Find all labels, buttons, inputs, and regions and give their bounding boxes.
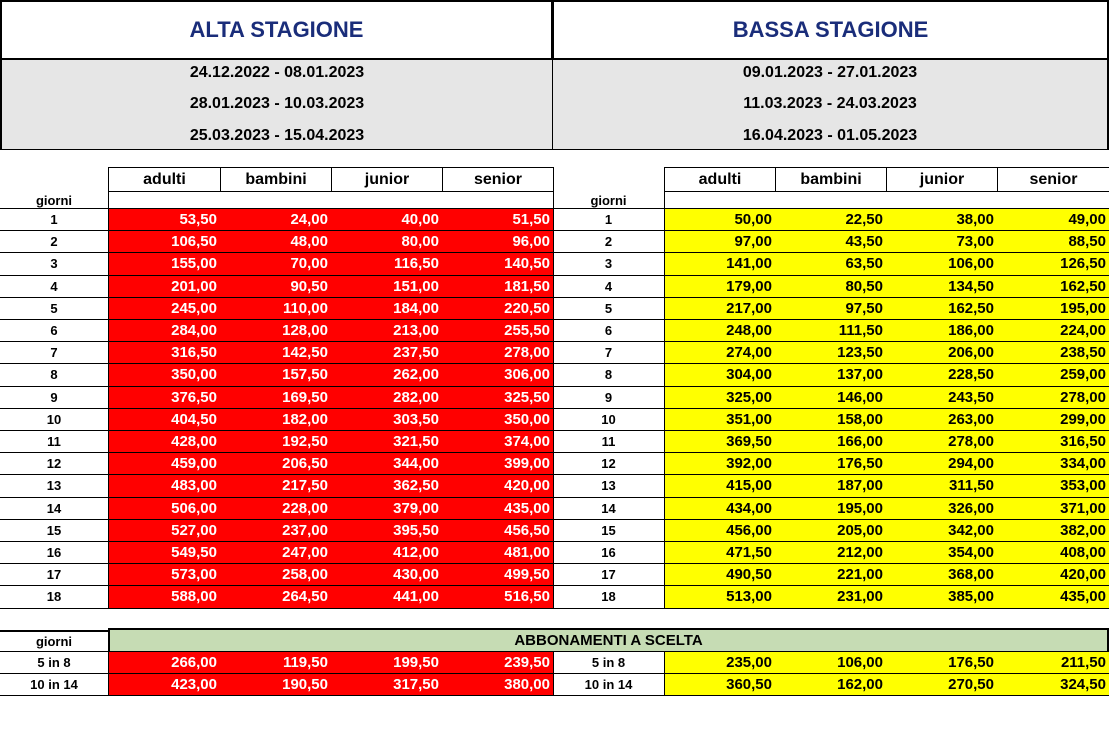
bassa-day-label: 10 (553, 409, 664, 431)
bassa-price-cell: 325,00 (664, 387, 776, 409)
bassa-price-cell: 368,00 (886, 564, 998, 586)
alta-price-cell: 284,00 (108, 320, 221, 342)
alta-day-label: 14 (0, 498, 108, 520)
bassa-price-cell: 353,00 (997, 475, 1109, 497)
bassa-day-label: 8 (553, 364, 664, 386)
bassa-blank-cell (997, 192, 1109, 209)
alta-abb-price-cell: 423,00 (108, 674, 221, 696)
bassa-giorni-label: giorni (553, 192, 664, 209)
bassa-day-label: 3 (553, 253, 664, 275)
bassa-price-cell: 88,50 (997, 231, 1109, 253)
bassa-day-label: 6 (553, 320, 664, 342)
alta-col-bambini: bambini (220, 167, 332, 192)
bassa-price-cell: 238,50 (997, 342, 1109, 364)
bassa-abb-price-cell: 235,00 (664, 652, 776, 674)
bassa-price-cell: 43,50 (775, 231, 887, 253)
alta-price-cell: 140,50 (442, 253, 554, 275)
bassa-price-cell: 179,00 (664, 276, 776, 298)
alta-price-cell: 258,00 (220, 564, 332, 586)
alta-price-cell: 213,00 (331, 320, 443, 342)
bassa-price-cell: 420,00 (997, 564, 1109, 586)
alta-price-cell: 155,00 (108, 253, 221, 275)
bassa-price-cell: 158,00 (775, 409, 887, 431)
bassa-abb-label: 5 in 8 (553, 652, 664, 674)
alta-price-cell: 237,00 (220, 520, 332, 542)
bassa-col-senior: senior (997, 167, 1109, 192)
alta-price-cell: 412,00 (331, 542, 443, 564)
bassa-price-cell: 513,00 (664, 586, 776, 608)
bassa-price-cell: 106,00 (886, 253, 998, 275)
alta-abb-price-cell: 199,50 (331, 652, 443, 674)
bassa-price-cell: 382,00 (997, 520, 1109, 542)
alta-price-cell: 90,50 (220, 276, 332, 298)
bassa-price-cell: 73,00 (886, 231, 998, 253)
bassa-day-label: 12 (553, 453, 664, 475)
alta-price-cell: 516,50 (442, 586, 554, 608)
bassa-price-cell: 22,50 (775, 209, 887, 231)
bassa-price-cell: 186,00 (886, 320, 998, 342)
bassa-price-cell: 263,00 (886, 409, 998, 431)
alta-price-cell: 51,50 (442, 209, 554, 231)
alta-price-cell: 428,00 (108, 431, 221, 453)
bassa-day-label: 9 (553, 387, 664, 409)
alta-price-cell: 374,00 (442, 431, 554, 453)
alta-price-cell: 483,00 (108, 475, 221, 497)
alta-price-cell: 142,50 (220, 342, 332, 364)
alta-giorni-label: giorni (0, 192, 108, 209)
bassa-price-cell: 166,00 (775, 431, 887, 453)
alta-period-2: 28.01.2023 - 10.03.2023 (189, 95, 365, 112)
alta-price-cell: 321,50 (331, 431, 443, 453)
alta-price-cell: 573,00 (108, 564, 221, 586)
bassa-day-label: 2 (553, 231, 664, 253)
alta-day-label: 13 (0, 475, 108, 497)
alta-price-cell: 245,00 (108, 298, 221, 320)
bassa-day-label: 11 (553, 431, 664, 453)
alta-price-cell: 399,00 (442, 453, 554, 475)
alta-day-label: 3 (0, 253, 108, 275)
alta-price-cell: 303,50 (331, 409, 443, 431)
alta-price-cell: 499,50 (442, 564, 554, 586)
alta-price-cell: 549,50 (108, 542, 221, 564)
alta-abb-label: 5 in 8 (0, 652, 108, 674)
alta-price-cell: 350,00 (442, 409, 554, 431)
alta-day-label: 7 (0, 342, 108, 364)
bassa-stagione-title: BASSA STAGIONE (553, 0, 1109, 60)
bassa-day-label: 7 (553, 342, 664, 364)
alta-day-label: 5 (0, 298, 108, 320)
alta-price-cell: 506,00 (108, 498, 221, 520)
bassa-price-cell: 351,00 (664, 409, 776, 431)
bassa-price-cell: 224,00 (997, 320, 1109, 342)
bassa-day-label: 14 (553, 498, 664, 520)
bassa-price-cell: 415,00 (664, 475, 776, 497)
alta-abb-price-cell: 190,50 (220, 674, 332, 696)
bassa-day-label: 16 (553, 542, 664, 564)
alta-period-3: 25.03.2023 - 15.04.2023 (189, 127, 365, 144)
bassa-period-1: 09.01.2023 - 27.01.2023 (742, 64, 918, 81)
bassa-col-bambini: bambini (775, 167, 887, 192)
bassa-day-label: 13 (553, 475, 664, 497)
bassa-price-cell: 63,50 (775, 253, 887, 275)
alta-price-cell: 282,00 (331, 387, 443, 409)
bassa-price-cell: 126,50 (997, 253, 1109, 275)
bassa-price-cell: 490,50 (664, 564, 776, 586)
alta-price-cell: 182,00 (220, 409, 332, 431)
alta-price-cell: 362,50 (331, 475, 443, 497)
alta-abb-price-cell: 317,50 (331, 674, 443, 696)
bassa-col-junior: junior (886, 167, 998, 192)
alta-blank-cell (220, 192, 332, 209)
alta-price-cell: 106,50 (108, 231, 221, 253)
bassa-col-adulti: adulti (664, 167, 776, 192)
bassa-price-cell: 228,50 (886, 364, 998, 386)
bassa-blank-cell (775, 192, 887, 209)
bassa-abb-price-cell: 162,00 (775, 674, 887, 696)
alta-price-cell: 379,00 (331, 498, 443, 520)
bassa-price-cell: 385,00 (886, 586, 998, 608)
bassa-abb-price-cell: 176,50 (886, 652, 998, 674)
bassa-price-cell: 97,00 (664, 231, 776, 253)
alta-abb-price-cell: 380,00 (442, 674, 554, 696)
bassa-blank-cell (664, 192, 776, 209)
alta-day-label: 2 (0, 231, 108, 253)
bassa-price-cell: 134,50 (886, 276, 998, 298)
bassa-day-label: 17 (553, 564, 664, 586)
bassa-price-cell: 259,00 (997, 364, 1109, 386)
bassa-price-cell: 278,00 (997, 387, 1109, 409)
alta-price-cell: 459,00 (108, 453, 221, 475)
bassa-price-cell: 141,00 (664, 253, 776, 275)
bassa-price-cell: 408,00 (997, 542, 1109, 564)
alta-day-label: 12 (0, 453, 108, 475)
alta-abb-price-cell: 266,00 (108, 652, 221, 674)
bassa-price-cell: 195,00 (775, 498, 887, 520)
bassa-abb-price-cell: 211,50 (997, 652, 1109, 674)
alta-day-label: 15 (0, 520, 108, 542)
alta-price-cell: 70,00 (220, 253, 332, 275)
bassa-price-cell: 212,00 (775, 542, 887, 564)
bassa-price-cell: 392,00 (664, 453, 776, 475)
alta-price-cell: 350,00 (108, 364, 221, 386)
alta-price-cell: 481,00 (442, 542, 554, 564)
alta-day-label: 6 (0, 320, 108, 342)
alta-price-cell: 201,00 (108, 276, 221, 298)
bassa-periods (553, 60, 1109, 150)
alta-col-adulti: adulti (108, 167, 221, 192)
bassa-price-cell: 354,00 (886, 542, 998, 564)
alta-day-label: 11 (0, 431, 108, 453)
bassa-price-cell: 294,00 (886, 453, 998, 475)
alta-price-cell: 527,00 (108, 520, 221, 542)
alta-blank-cell (442, 192, 554, 209)
abb-giorni-label: giorni (0, 630, 108, 652)
bassa-abb-price-cell: 360,50 (664, 674, 776, 696)
alta-price-cell: 435,00 (442, 498, 554, 520)
bassa-price-cell: 97,50 (775, 298, 887, 320)
alta-price-cell: 217,50 (220, 475, 332, 497)
bassa-price-cell: 371,00 (997, 498, 1109, 520)
bassa-price-cell: 146,00 (775, 387, 887, 409)
alta-price-cell: 264,50 (220, 586, 332, 608)
alta-price-cell: 220,50 (442, 298, 554, 320)
alta-price-cell: 116,50 (331, 253, 443, 275)
bassa-period-2: 11.03.2023 - 24.03.2023 (743, 95, 917, 112)
alta-price-cell: 181,50 (442, 276, 554, 298)
alta-price-cell: 316,50 (108, 342, 221, 364)
bassa-day-label: 4 (553, 276, 664, 298)
bassa-price-cell: 205,00 (775, 520, 887, 542)
alta-day-label: 18 (0, 586, 108, 608)
bassa-price-cell: 187,00 (775, 475, 887, 497)
bassa-abb-price-cell: 324,50 (997, 674, 1109, 696)
bassa-price-cell: 137,00 (775, 364, 887, 386)
bassa-price-cell: 316,50 (997, 431, 1109, 453)
bassa-price-cell: 38,00 (886, 209, 998, 231)
alta-price-cell: 588,00 (108, 586, 221, 608)
alta-price-cell: 80,00 (331, 231, 443, 253)
alta-periods (0, 60, 553, 150)
bassa-price-cell: 456,00 (664, 520, 776, 542)
bassa-price-cell: 162,50 (997, 276, 1109, 298)
alta-price-cell: 430,00 (331, 564, 443, 586)
alta-col-senior: senior (442, 167, 554, 192)
alta-price-cell: 206,50 (220, 453, 332, 475)
bassa-price-cell: 334,00 (997, 453, 1109, 475)
bassa-price-cell: 243,50 (886, 387, 998, 409)
bassa-price-cell: 471,50 (664, 542, 776, 564)
alta-price-cell: 169,50 (220, 387, 332, 409)
bassa-abb-price-cell: 270,50 (886, 674, 998, 696)
alta-price-cell: 96,00 (442, 231, 554, 253)
alta-day-label: 1 (0, 209, 108, 231)
alta-period-1: 24.12.2022 - 08.01.2023 (189, 64, 365, 81)
alta-price-cell: 278,00 (442, 342, 554, 364)
alta-abb-price-cell: 119,50 (220, 652, 332, 674)
alta-price-cell: 395,50 (331, 520, 443, 542)
bassa-price-cell: 342,00 (886, 520, 998, 542)
alta-price-cell: 151,00 (331, 276, 443, 298)
alta-price-cell: 228,00 (220, 498, 332, 520)
alta-price-cell: 40,00 (331, 209, 443, 231)
alta-stagione-title: ALTA STAGIONE (0, 0, 553, 60)
bassa-price-cell: 311,50 (886, 475, 998, 497)
bassa-price-cell: 435,00 (997, 586, 1109, 608)
alta-abb-price-cell: 239,50 (442, 652, 554, 674)
alta-price-cell: 237,50 (331, 342, 443, 364)
alta-price-cell: 184,00 (331, 298, 443, 320)
bassa-price-cell: 274,00 (664, 342, 776, 364)
alta-price-cell: 456,50 (442, 520, 554, 542)
bassa-price-cell: 206,00 (886, 342, 998, 364)
bassa-price-cell: 49,00 (997, 209, 1109, 231)
bassa-day-label: 1 (553, 209, 664, 231)
bassa-day-label: 15 (553, 520, 664, 542)
bassa-day-label: 18 (553, 586, 664, 608)
alta-price-cell: 441,00 (331, 586, 443, 608)
bassa-price-cell: 111,50 (775, 320, 887, 342)
bassa-price-cell: 123,50 (775, 342, 887, 364)
bassa-price-cell: 299,00 (997, 409, 1109, 431)
bassa-price-cell: 369,50 (664, 431, 776, 453)
alta-price-cell: 376,50 (108, 387, 221, 409)
bassa-price-cell: 304,00 (664, 364, 776, 386)
alta-price-cell: 255,50 (442, 320, 554, 342)
bassa-price-cell: 221,00 (775, 564, 887, 586)
bassa-price-cell: 231,00 (775, 586, 887, 608)
alta-day-label: 8 (0, 364, 108, 386)
bassa-price-cell: 248,00 (664, 320, 776, 342)
bassa-price-cell: 217,00 (664, 298, 776, 320)
bassa-day-label: 5 (553, 298, 664, 320)
bassa-abb-price-cell: 106,00 (775, 652, 887, 674)
alta-price-cell: 325,50 (442, 387, 554, 409)
alta-price-cell: 48,00 (220, 231, 332, 253)
alta-col-junior: junior (331, 167, 443, 192)
bassa-price-cell: 162,50 (886, 298, 998, 320)
alta-price-cell: 247,00 (220, 542, 332, 564)
bassa-price-cell: 326,00 (886, 498, 998, 520)
bassa-price-cell: 195,00 (997, 298, 1109, 320)
alta-price-cell: 262,00 (331, 364, 443, 386)
alta-blank-cell (331, 192, 443, 209)
bassa-abb-label: 10 in 14 (553, 674, 664, 696)
alta-price-cell: 306,00 (442, 364, 554, 386)
alta-day-label: 10 (0, 409, 108, 431)
alta-price-cell: 128,00 (220, 320, 332, 342)
alta-price-cell: 110,00 (220, 298, 332, 320)
bassa-price-cell: 278,00 (886, 431, 998, 453)
alta-blank-cell (108, 192, 221, 209)
abbonamenti-title: ABBONAMENTI A SCELTA (108, 628, 1109, 652)
alta-price-cell: 344,00 (331, 453, 443, 475)
bassa-blank-cell (886, 192, 998, 209)
alta-price-cell: 24,00 (220, 209, 332, 231)
bassa-period-3: 16.04.2023 - 01.05.2023 (742, 127, 918, 144)
alta-price-cell: 53,50 (108, 209, 221, 231)
bassa-price-cell: 176,50 (775, 453, 887, 475)
alta-day-label: 16 (0, 542, 108, 564)
alta-price-cell: 157,50 (220, 364, 332, 386)
bassa-price-cell: 434,00 (664, 498, 776, 520)
alta-day-label: 9 (0, 387, 108, 409)
alta-price-cell: 192,50 (220, 431, 332, 453)
alta-abb-label: 10 in 14 (0, 674, 108, 696)
alta-day-label: 17 (0, 564, 108, 586)
alta-price-cell: 420,00 (442, 475, 554, 497)
bassa-price-cell: 50,00 (664, 209, 776, 231)
alta-day-label: 4 (0, 276, 108, 298)
bassa-price-cell: 80,50 (775, 276, 887, 298)
alta-price-cell: 404,50 (108, 409, 221, 431)
